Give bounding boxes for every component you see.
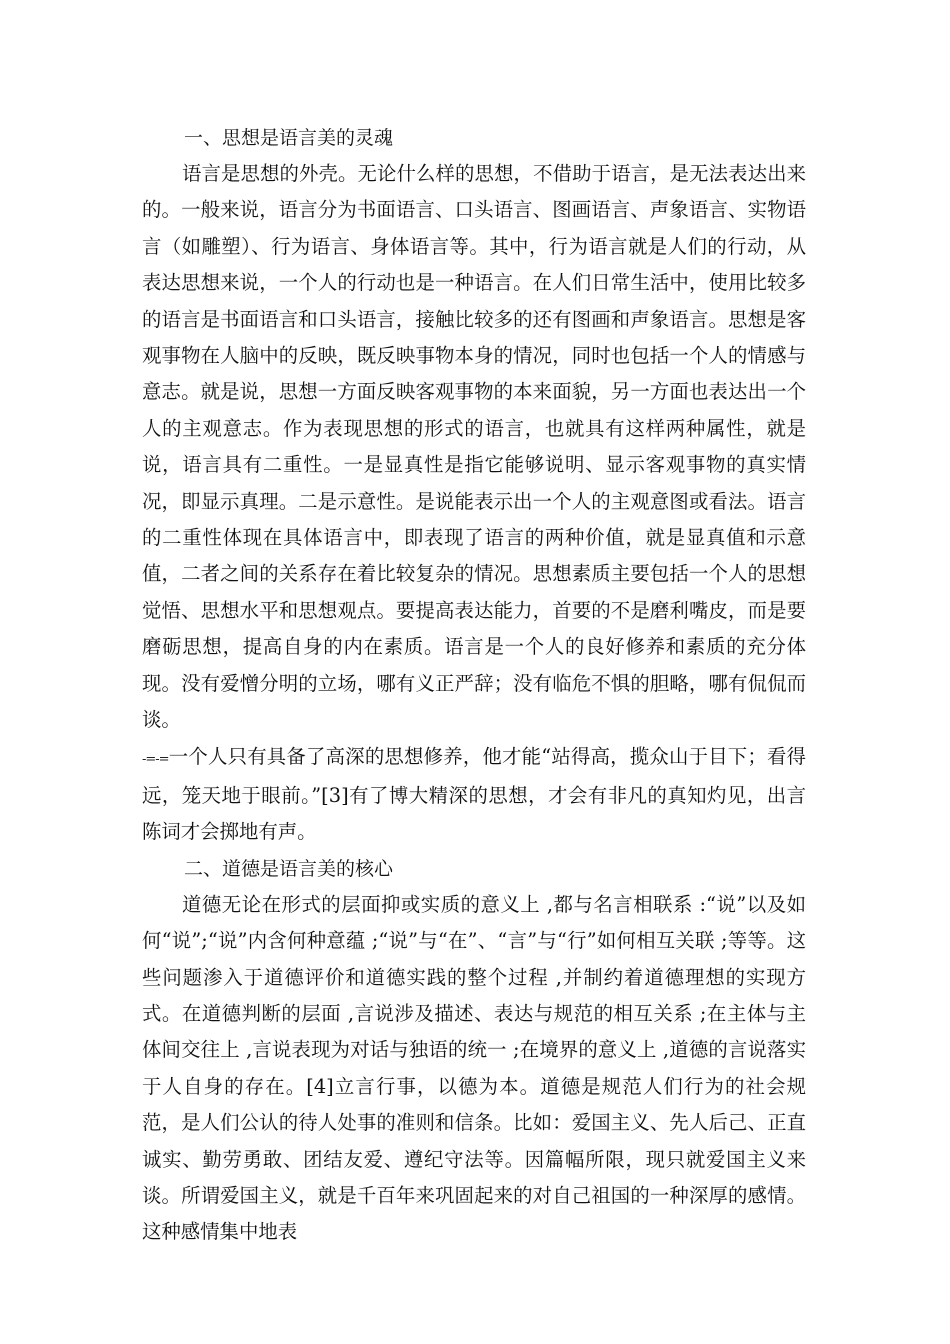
document-body xyxy=(142,120,806,1251)
separator-mark: -=-= xyxy=(142,751,169,767)
section-1-paragraph-1: 语言是思想的外壳。无论什么样的思想，不借助于语言，是无法表达出来的。一般来说，语言分为书面语言、口头语言、图画语言、声象语言、实物语言（如雕塑）、行为语言、身体语言等。其中，行为语言就是人们的行动，从表达思想来说，一个人的行动也是一种语言。在人们日常生活中，使用比较多的语言是书面语言和口头语言，接触比较多的还有图画和声象语言。思想是客观事物在人脑中的反映，既反映事物本身的情况，同时也包括一个人的情感与意志。就是说，思想一方面反映客观事物的本来面貌，另一方面也表达出一个人的主观意志。作为表现思想的形式的语言，也就具有这样两种属性，就是说，语言具有二重性。一是显真性是指它能够说明、显示客观事物的真实情况，即显示真理。二是示意性。是说能表示出一个人的主观意图或看法。语言的二重性体现在具体语言中，即表现了语言的两种价值，就是显真值和示意值，二者之间的关系存在着比较复杂的情况。思想素质主要包括一个人的思想觉悟、思想水平和思想观点。要提高表达能力，首要的不是磨利嘴皮，而是要磨砺思想，提高自身的内在素质。语言是一个人的良好修养和素质的充分体现。没有爱憎分明的立场，哪有义正严辞；没有临危不惧的胆略，哪有侃侃而谈。 xyxy=(142,162,806,732)
section-1-paragraph-2-text: 一个人只有具备了高深的思想修养，他才能“站得高，揽众山于目下；看得远，笼天地于眼前。”[3]有了博大精深的思想，才会有非凡的真知灼见，出言陈词才会掷地有声。 xyxy=(142,744,806,844)
section-1-paragraph-2 xyxy=(142,739,806,851)
section-2-paragraph-1: 道德无论在形式的层面抑或实质的意义上 ,都与名言相联系 :“说”以及如何“说”;“说”内含何种意蕴 ;“说”与“在”、“言”与“行”如何相互关联 ;等等。这些问题渗入于道德评价和道德实践的整个过程 ,并制约着道德理想的实现方式。在道德判断的层面 ,言说涉及描述、表达与规范的相互关系 ;在主体与主体间交往上 ,言说表现为对话与独语的统一 ;在境界的意义上 ,道德的言说落实于人自身的存在。[4]立言行事，以德为本。道德是规范人们行为的社会规范，是人们公认的待人处事的准则和信条。比如：爱国主义、先人后己、正直诚实、勤劳勇敢、团结友爱、遵纪守法等。因篇幅所限，现只就爱国主义来谈。所谓爱国主义，就是千百年来巩固起来的对自己祖国的一种深厚的感情。这种感情集中地表 xyxy=(142,892,806,1244)
section-heading-2: 二、道德是语言美的核心 xyxy=(184,857,394,880)
section-heading-1: 一、思想是语言美的灵魂 xyxy=(184,127,394,149)
